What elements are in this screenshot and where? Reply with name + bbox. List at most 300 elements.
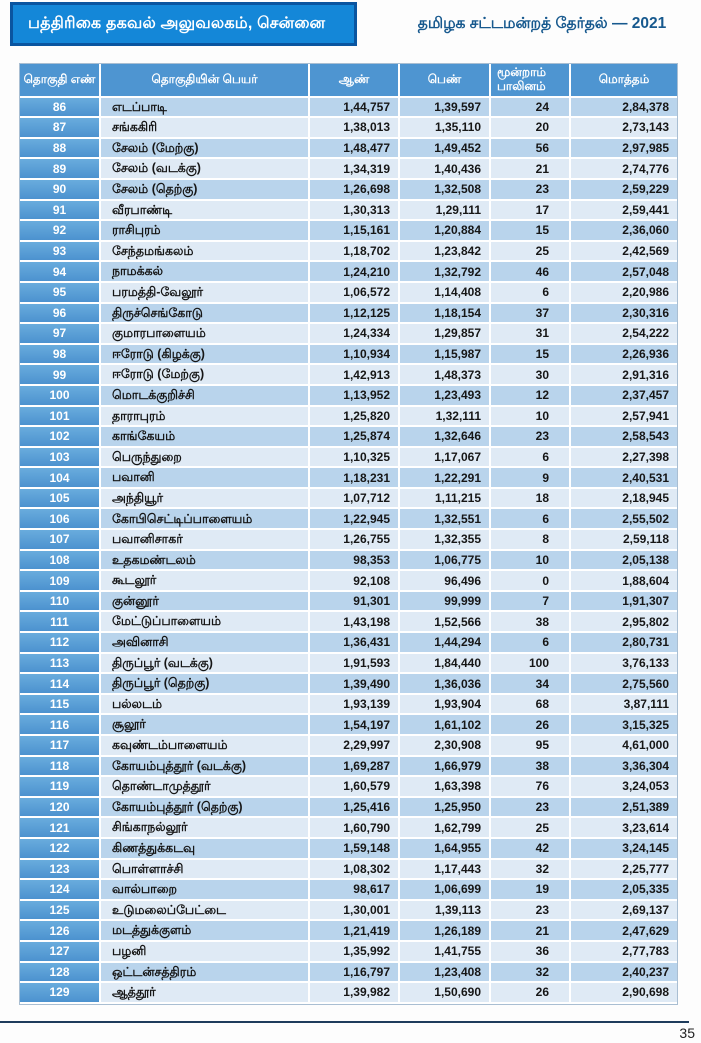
constituency-name-cell: ராசிபுரம் [101,221,310,242]
female-count-cell: 1,14,408 [400,283,491,304]
third-gender-count-cell: 23 [491,427,571,448]
row-number-cell: 126 [20,921,101,942]
total-count-cell: 2,75,560 [571,674,677,695]
row-number-cell: 100 [20,386,101,407]
table-row [20,777,677,798]
constituency-name-cell: சிங்காநல்லூர் [101,818,310,839]
row-number-cell: 122 [20,839,101,860]
male-count-cell: 1,22,945 [310,509,400,530]
constituency-name-cell: பரமத்தி-வேலூர் [101,283,310,304]
constituency-name-cell: கோபிசெட்டிப்பாளையம் [101,509,310,530]
third-gender-count-cell: 76 [491,777,571,798]
constituency-name-cell: பொள்ளாச்சி [101,860,310,881]
female-count-cell: 1,32,111 [400,407,491,428]
row-number-cell: 114 [20,674,101,695]
male-count-cell: 92,108 [310,571,400,592]
total-count-cell: 2,05,138 [571,551,677,572]
total-count-cell: 2,57,048 [571,262,677,283]
female-count-cell: 1,44,294 [400,633,491,654]
male-count-cell: 1,69,287 [310,757,400,778]
male-count-cell: 1,15,161 [310,221,400,242]
third-gender-count-cell: 100 [491,654,571,675]
male-count-cell: 1,34,319 [310,159,400,180]
table-row [20,963,677,984]
female-count-cell: 1,23,493 [400,386,491,407]
header-row [20,64,677,98]
table-row [20,571,677,592]
row-number-cell: 113 [20,654,101,675]
table-row [20,530,677,551]
table-row [20,283,677,304]
total-count-cell: 2,40,531 [571,468,677,489]
row-number-cell: 94 [20,262,101,283]
total-count-cell: 3,15,325 [571,715,677,736]
third-gender-count-cell: 17 [491,201,571,222]
table-row [20,757,677,778]
constituency-name-cell: உதகமண்டலம் [101,551,310,572]
male-count-cell: 1,21,419 [310,921,400,942]
office-banner [10,2,357,46]
table-row [20,839,677,860]
total-count-cell: 3,23,614 [571,818,677,839]
third-gender-count-cell: 7 [491,592,571,613]
female-count-cell: 1,39,597 [400,98,491,119]
row-number-cell: 95 [20,283,101,304]
third-gender-count-cell: 23 [491,798,571,819]
male-count-cell: 1,60,579 [310,777,400,798]
table-row [20,98,677,119]
office-banner-label: பத்திரிகை தகவல் அலுவலகம், சென்னை [28,15,326,32]
constituency-name-cell: கிணத்துக்கடவு [101,839,310,860]
table-row [20,695,677,716]
male-count-cell: 1,93,139 [310,695,400,716]
total-count-cell: 3,76,133 [571,654,677,675]
female-count-cell: 1,40,436 [400,159,491,180]
row-number-cell: 108 [20,551,101,572]
constituency-name-cell: நாமக்கல் [101,262,310,283]
female-count-cell: 1,23,842 [400,242,491,263]
male-count-cell: 1,18,231 [310,468,400,489]
table-row [20,386,677,407]
row-number-cell: 123 [20,860,101,881]
total-count-cell: 2,47,629 [571,921,677,942]
female-count-cell: 1,35,110 [400,118,491,139]
constituency-name-cell: திருப்பூர் (தெற்கு) [101,674,310,695]
total-count-cell: 2,73,143 [571,118,677,139]
female-count-cell: 1,15,987 [400,345,491,366]
male-count-cell: 1,39,490 [310,674,400,695]
female-count-cell: 1,32,508 [400,180,491,201]
constituency-name-cell: வீரபாண்டி [101,201,310,222]
male-count-cell: 1,25,416 [310,798,400,819]
female-count-cell: 1,18,154 [400,304,491,325]
total-count-cell: 3,36,304 [571,757,677,778]
third-gender-count-cell: 95 [491,736,571,757]
row-number-cell: 107 [20,530,101,551]
table-row [20,201,677,222]
third-gender-count-cell: 38 [491,757,571,778]
third-gender-count-cell: 20 [491,118,571,139]
female-count-cell: 1,06,775 [400,551,491,572]
total-count-cell: 2,40,237 [571,963,677,984]
total-count-cell: 2,59,441 [571,201,677,222]
table-row [20,921,677,942]
total-count-cell: 2,27,398 [571,448,677,469]
table-row [20,159,677,180]
female-count-cell: 1,50,690 [400,983,491,1004]
constituency-name-cell: பெருந்துறை [101,448,310,469]
male-count-cell: 98,617 [310,880,400,901]
female-count-cell: 1,52,566 [400,612,491,633]
row-number-cell: 86 [20,98,101,119]
constituency-name-cell: தொண்டாமுத்தூர் [101,777,310,798]
male-count-cell: 1,60,790 [310,818,400,839]
table-row [20,551,677,572]
total-count-cell: 3,24,145 [571,839,677,860]
row-number-cell: 127 [20,942,101,963]
table-row [20,139,677,160]
constituency-name-cell: வால்பாறை [101,880,310,901]
table-row [20,633,677,654]
table-row [20,983,677,1004]
total-count-cell: 2,90,698 [571,983,677,1004]
male-count-cell: 1,24,210 [310,262,400,283]
female-count-cell: 1,66,979 [400,757,491,778]
total-count-cell: 2,05,335 [571,880,677,901]
constituency-name-cell: மடத்துக்குளம் [101,921,310,942]
third-gender-count-cell: 12 [491,386,571,407]
male-count-cell: 1,13,952 [310,386,400,407]
constituency-name-cell: அவினாசி [101,633,310,654]
male-count-cell: 1,36,431 [310,633,400,654]
constituency-name-cell: தாராபுரம் [101,407,310,428]
male-count-cell: 1,59,148 [310,839,400,860]
constituency-name-cell: சேலம் (மேற்கு) [101,139,310,160]
female-count-cell: 1,17,443 [400,860,491,881]
table-row [20,674,677,695]
constituency-name-cell: உடுமலைப்பேட்டை [101,901,310,922]
male-count-cell: 1,10,934 [310,345,400,366]
third-gender-count-cell: 15 [491,221,571,242]
female-count-cell: 1,22,291 [400,468,491,489]
table-row [20,798,677,819]
female-count-cell: 99,999 [400,592,491,613]
total-count-cell: 2,97,985 [571,139,677,160]
female-count-cell: 96,496 [400,571,491,592]
total-count-cell: 2,58,543 [571,427,677,448]
female-count-cell: 1,62,799 [400,818,491,839]
table-body [20,98,677,1004]
third-gender-count-cell: 38 [491,612,571,633]
table-row [20,715,677,736]
constituency-name-cell: பழனி [101,942,310,963]
table-row [20,262,677,283]
male-count-cell: 1,39,982 [310,983,400,1004]
female-count-cell: 1,32,355 [400,530,491,551]
total-count-cell: 2,69,137 [571,901,677,922]
male-count-cell: 1,35,992 [310,942,400,963]
third-gender-count-cell: 6 [491,633,571,654]
third-gender-count-cell: 6 [491,509,571,530]
constituency-name-cell: காங்கேயம் [101,427,310,448]
table-row [20,818,677,839]
female-count-cell: 1,25,950 [400,798,491,819]
third-gender-count-cell: 36 [491,942,571,963]
constituency-name-cell: எடப்பாடி [101,98,310,119]
row-number-cell: 88 [20,139,101,160]
table-row [20,427,677,448]
table-row [20,242,677,263]
table-header [20,64,677,98]
total-count-cell: 2,18,945 [571,489,677,510]
table-row [20,304,677,325]
female-count-cell: 1,49,452 [400,139,491,160]
female-count-cell: 1,06,699 [400,880,491,901]
table-row [20,180,677,201]
total-count-cell: 2,59,118 [571,530,677,551]
total-count-cell: 2,55,502 [571,509,677,530]
constituency-name-cell: திருப்பூர் (வடக்கு) [101,654,310,675]
total-count-cell: 2,37,457 [571,386,677,407]
table-row [20,468,677,489]
male-count-cell: 1,08,302 [310,860,400,881]
row-number-cell: 99 [20,365,101,386]
row-number-cell: 116 [20,715,101,736]
constituency-name-cell: ஒட்டன்சத்திரம் [101,963,310,984]
table-row [20,654,677,675]
table-row [20,592,677,613]
female-count-cell: 1,63,398 [400,777,491,798]
male-count-cell: 1,07,712 [310,489,400,510]
third-gender-count-cell: 6 [491,283,571,304]
total-count-cell: 2,51,389 [571,798,677,819]
col-header-third-gender: மூன்றாம் பாலினம் [491,64,571,98]
third-gender-count-cell: 10 [491,551,571,572]
male-count-cell: 1,91,593 [310,654,400,675]
third-gender-count-cell: 31 [491,324,571,345]
third-gender-count-cell: 25 [491,242,571,263]
third-gender-count-cell: 30 [491,365,571,386]
row-number-cell: 125 [20,901,101,922]
male-count-cell: 1,43,198 [310,612,400,633]
female-count-cell: 1,84,440 [400,654,491,675]
row-number-cell: 87 [20,118,101,139]
third-gender-count-cell: 0 [491,571,571,592]
total-count-cell: 2,25,777 [571,860,677,881]
total-count-cell: 2,42,569 [571,242,677,263]
third-gender-count-cell: 25 [491,818,571,839]
male-count-cell: 91,301 [310,592,400,613]
constituency-name-cell: சேந்தமங்கலம் [101,242,310,263]
table-row [20,736,677,757]
male-count-cell: 1,25,874 [310,427,400,448]
female-count-cell: 1,93,904 [400,695,491,716]
row-number-cell: 129 [20,983,101,1004]
male-count-cell: 1,16,797 [310,963,400,984]
male-count-cell: 1,54,197 [310,715,400,736]
male-count-cell: 1,48,477 [310,139,400,160]
constituency-name-cell: ஈரோடு (கிழக்கு) [101,345,310,366]
third-gender-count-cell: 18 [491,489,571,510]
constituency-name-cell: ஆத்தூர் [101,983,310,1004]
male-count-cell: 1,42,913 [310,365,400,386]
third-gender-count-cell: 23 [491,180,571,201]
female-count-cell: 2,30,908 [400,736,491,757]
female-count-cell: 1,41,755 [400,942,491,963]
total-count-cell: 2,57,941 [571,407,677,428]
total-count-cell: 2,95,802 [571,612,677,633]
third-gender-count-cell: 68 [491,695,571,716]
female-count-cell: 1,20,884 [400,221,491,242]
col-header-female: பெண் [400,64,491,98]
row-number-cell: 111 [20,612,101,633]
constituency-name-cell: ஈரோடு (மேற்கு) [101,365,310,386]
female-count-cell: 1,36,036 [400,674,491,695]
third-gender-count-cell: 56 [491,139,571,160]
total-count-cell: 2,20,986 [571,283,677,304]
constituency-name-cell: மேட்டுப்பாளையம் [101,612,310,633]
col-header-male: ஆண் [310,64,400,98]
female-count-cell: 1,32,646 [400,427,491,448]
constituency-name-cell: சூலூர் [101,715,310,736]
row-number-cell: 102 [20,427,101,448]
table-row [20,509,677,530]
constituency-name-cell: கவுண்டம்பாளையம் [101,736,310,757]
third-gender-count-cell: 21 [491,921,571,942]
female-count-cell: 1,29,111 [400,201,491,222]
row-number-cell: 115 [20,695,101,716]
row-number-cell: 101 [20,407,101,428]
row-number-cell: 112 [20,633,101,654]
male-count-cell: 1,12,125 [310,304,400,325]
female-count-cell: 1,17,067 [400,448,491,469]
constituency-name-cell: குன்னூர் [101,592,310,613]
constituency-name-cell: சங்ககிரி [101,118,310,139]
row-number-cell: 106 [20,509,101,530]
male-count-cell: 1,30,313 [310,201,400,222]
constituency-name-cell: பவானிசாகர் [101,530,310,551]
row-number-cell: 98 [20,345,101,366]
table-row [20,901,677,922]
row-number-cell: 121 [20,818,101,839]
row-number-cell: 119 [20,777,101,798]
male-count-cell: 1,44,757 [310,98,400,119]
total-count-cell: 2,77,783 [571,942,677,963]
page-title: தமிழக சட்டமன்றத் தேர்தல் — 2021 [417,15,667,32]
male-count-cell: 98,353 [310,551,400,572]
table-row [20,489,677,510]
constituency-name-cell: திருச்செங்கோடு [101,304,310,325]
female-count-cell: 1,61,102 [400,715,491,736]
table-row [20,118,677,139]
female-count-cell: 1,23,408 [400,963,491,984]
male-count-cell: 1,26,755 [310,530,400,551]
female-count-cell: 1,11,215 [400,489,491,510]
female-count-cell: 1,48,373 [400,365,491,386]
row-number-cell: 96 [20,304,101,325]
female-count-cell: 1,64,955 [400,839,491,860]
third-gender-count-cell: 23 [491,901,571,922]
male-count-cell: 1,26,698 [310,180,400,201]
table-row [20,612,677,633]
table-row [20,942,677,963]
total-count-cell: 2,54,222 [571,324,677,345]
col-header-constituency-name: தொகுதியின் பெயர் [101,64,310,98]
constituency-name-cell: கோயம்புத்தூர் (தெற்கு) [101,798,310,819]
total-count-cell: 3,87,111 [571,695,677,716]
row-number-cell: 93 [20,242,101,263]
total-count-cell: 4,61,000 [571,736,677,757]
table-row [20,880,677,901]
third-gender-count-cell: 46 [491,262,571,283]
third-gender-count-cell: 6 [491,448,571,469]
row-number-cell: 104 [20,468,101,489]
third-gender-count-cell: 9 [491,468,571,489]
female-count-cell: 1,29,857 [400,324,491,345]
table-row [20,860,677,881]
third-gender-count-cell: 19 [491,880,571,901]
row-number-cell: 89 [20,159,101,180]
total-count-cell: 1,88,604 [571,571,677,592]
table-row [20,221,677,242]
row-number-cell: 90 [20,180,101,201]
row-number-cell: 103 [20,448,101,469]
third-gender-count-cell: 24 [491,98,571,119]
total-count-cell: 2,91,316 [571,365,677,386]
constituency-name-cell: குமாரபாளையம் [101,324,310,345]
row-number-cell: 117 [20,736,101,757]
row-number-cell: 110 [20,592,101,613]
third-gender-count-cell: 26 [491,983,571,1004]
row-number-cell: 128 [20,963,101,984]
constituency-name-cell: பவானி [101,468,310,489]
third-gender-count-cell: 26 [491,715,571,736]
female-count-cell: 1,39,113 [400,901,491,922]
row-number-cell: 120 [20,798,101,819]
female-count-cell: 1,32,551 [400,509,491,530]
table-row [20,324,677,345]
male-count-cell: 1,10,325 [310,448,400,469]
male-count-cell: 1,25,820 [310,407,400,428]
female-count-cell: 1,26,189 [400,921,491,942]
male-count-cell: 1,30,001 [310,901,400,922]
total-count-cell: 2,80,731 [571,633,677,654]
total-count-cell: 3,24,053 [571,777,677,798]
row-number-cell: 118 [20,757,101,778]
third-gender-count-cell: 37 [491,304,571,325]
table-row [20,365,677,386]
male-count-cell: 1,18,702 [310,242,400,263]
third-gender-count-cell: 15 [491,345,571,366]
constituency-name-cell: பல்லடம் [101,695,310,716]
third-gender-count-cell: 10 [491,407,571,428]
col-header-total: மொத்தம் [571,64,677,98]
constituency-name-cell: கூடலூர் [101,571,310,592]
third-gender-count-cell: 42 [491,839,571,860]
footer-rule [0,1021,689,1023]
row-number-cell: 97 [20,324,101,345]
table-row [20,407,677,428]
third-gender-count-cell: 32 [491,860,571,881]
constituency-name-cell: அந்தியூர் [101,489,310,510]
row-number-cell: 92 [20,221,101,242]
third-gender-count-cell: 32 [491,963,571,984]
col-header-constituency-number: தொகுதி எண் [20,64,101,98]
third-gender-count-cell: 8 [491,530,571,551]
constituency-name-cell: மொடக்குறிச்சி [101,386,310,407]
total-count-cell: 2,59,229 [571,180,677,201]
constituency-name-cell: கோயம்புத்தூர் (வடக்கு) [101,757,310,778]
